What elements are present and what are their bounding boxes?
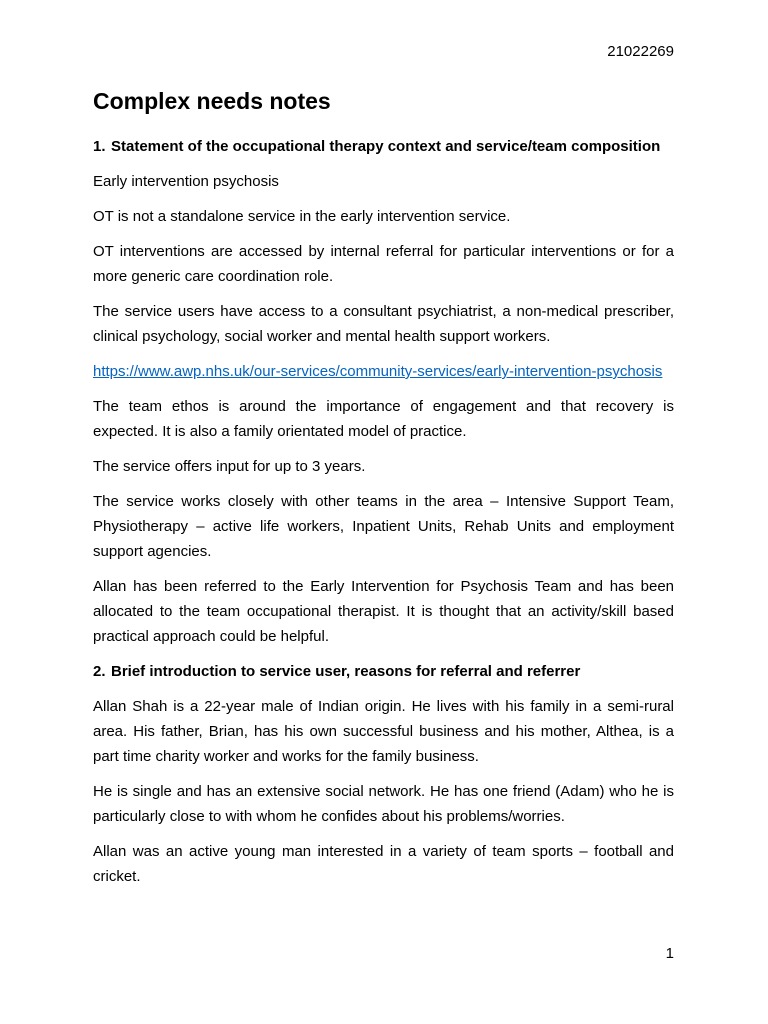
paragraph: Allan Shah is a 22-year male of Indian origin. He lives with his family in a semi-rural area. His father, Brian, has his own successful business and his mother, Althea, is a part time charity worker and works for the family business.	[93, 698, 674, 765]
section-heading-1	[93, 134, 674, 159]
paragraph: OT interventions are accessed by internal referral for particular interventions or for a more generic care coordination role.	[93, 243, 674, 285]
paragraph: The service users have access to a consultant psychiatrist, a non-medical prescriber, clinical psychology, social worker and mental health support workers.	[93, 303, 674, 345]
section-number-1: 1.	[93, 138, 106, 155]
document-body	[93, 84, 674, 899]
header-student-id: 21022269	[607, 43, 674, 60]
service-link[interactable]: https://www.awp.nhs.uk/our-services/community-services/early-intervention-psychosis	[93, 363, 663, 380]
paragraph: The service offers input for up to 3 years.	[93, 458, 366, 475]
paragraph: OT is not a standalone service in the early intervention service.	[93, 208, 511, 225]
section-heading-2	[93, 659, 674, 684]
section-heading-text-1: Statement of the occupational therapy context and service/team composition	[111, 138, 661, 155]
paragraph: The team ethos is around the importance of engagement and that recovery is expected. It is also a family orientated model of practice.	[93, 398, 674, 440]
paragraph: He is single and has an extensive social network. He has one friend (Adam) who he is particularly close to with whom he confides about his problems/worries.	[93, 783, 674, 825]
page-number: 1	[665, 945, 674, 962]
paragraph: Early intervention psychosis	[93, 173, 279, 190]
paragraph: The service works closely with other teams in the area – Intensive Support Team, Physiotherapy – active life workers, Inpatient Units, Rehab Units and employment support agencies.	[93, 493, 674, 560]
link-paragraph	[93, 359, 674, 384]
section-number-2: 2.	[93, 663, 106, 680]
paragraph: Allan has been referred to the Early Intervention for Psychosis Team and has been allocated to the team occupational therapist. It is thought that an activity/skill based practical approach could be helpful.	[93, 578, 674, 645]
document-title: Complex needs notes	[93, 88, 331, 114]
paragraph: Allan was an active young man interested in a variety of team sports – football and cricket.	[93, 843, 674, 885]
section-heading-text-2: Brief introduction to service user, reasons for referral and referrer	[111, 663, 581, 680]
